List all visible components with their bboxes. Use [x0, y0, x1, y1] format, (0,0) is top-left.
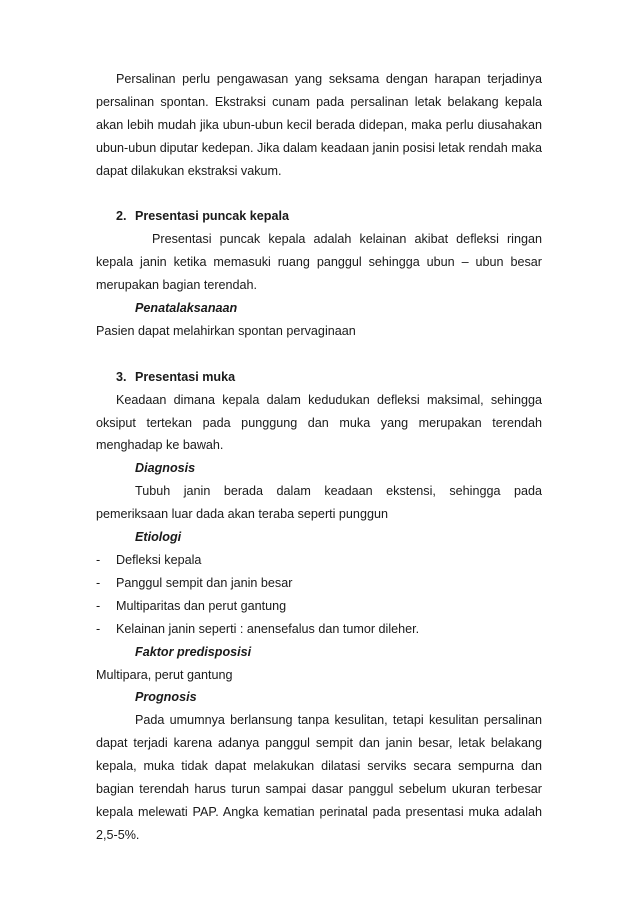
faktor-predisposisi-text: Multipara, perut gantung: [96, 667, 233, 682]
list-item: [96, 595, 542, 618]
prognosis-label: Prognosis: [135, 690, 197, 705]
spacer: [96, 343, 542, 366]
list-dash: -: [96, 575, 101, 590]
section-3-body: Keadaan dimana kepala dalam kedudukan defleksi maksimal, sehingga oksiput tertekan pada punggung dan muka yang merupakan terendah menghadap ke bawah.: [96, 392, 542, 453]
list-item: [96, 572, 542, 595]
list-item-text: Kelainan janin seperti : anensefalus dan tumor dileher.: [116, 621, 420, 636]
list-item-text: Multiparitas dan perut gantung: [116, 598, 287, 613]
section-3-number: 3.: [116, 369, 127, 384]
section-2-number: 2.: [116, 209, 127, 224]
penatalaksanaan-label: Penatalaksanaan: [135, 301, 238, 316]
section-2-heading: [96, 205, 542, 228]
spacer: [96, 183, 542, 206]
section-2-body: Presentasi puncak kepala adalah kelainan akibat defleksi ringan kepala janin ketika memasuki ruang panggul sehingga ubun – ubun besar merupakan bagian terendah.: [96, 232, 542, 293]
list-item: [96, 618, 542, 641]
penatalaksanaan-text: Pasien dapat melahirkan spontan pervaginaan: [96, 323, 356, 338]
etiologi-label: Etiologi: [135, 530, 182, 545]
list-dash: -: [96, 598, 101, 613]
faktor-predisposisi-label: Faktor predisposisi: [135, 644, 252, 659]
prognosis-text: Pada umumnya berlansung tanpa kesulitan, tetapi kesulitan persalinan dapat terjadi karena adanya panggul sempit dan janin besar, letak belakang kepala, muka tidak dapat melakukan dilatasi serviks secara sempurna dan bagian terendah harus turun sampai dasar panggul sebelum ukuran terbesar kepala melewati PAP. Angka kematian perinatal pada presentasi muka adalah 2,5-5%.: [96, 713, 542, 842]
intro-paragraph: Persalinan perlu pengawasan yang seksama dengan harapan terjadinya persalinan spontan. Ekstraksi cunam pada persalinan letak belakang kepala akan lebih mudah jika ubun-ubun kecil berada didepan, maka perlu diusahakan ubun-ubun diputar kedepan. Jika dalam keadaan janin posisi letak rendah maka dapat dilakukan ekstraksi vakum.: [96, 72, 542, 178]
diagnosis-label: Diagnosis: [135, 461, 196, 476]
section-2-title: Presentasi puncak kepala: [135, 209, 290, 224]
etiologi-list: [96, 549, 542, 641]
diagnosis-text: Tubuh janin berada dalam keadaan ekstensi, sehingga pada pemeriksaan luar dada akan teraba seperti punggun: [96, 484, 542, 522]
list-item: [96, 549, 542, 572]
section-3-title: Presentasi muka: [135, 369, 236, 384]
list-item-text: Panggul sempit dan janin besar: [116, 575, 293, 590]
section-3-heading: [96, 366, 542, 389]
document-page: [96, 68, 542, 847]
list-dash: -: [96, 621, 101, 636]
list-item-text: Defleksi kepala: [116, 553, 202, 567]
list-dash: -: [96, 553, 101, 567]
